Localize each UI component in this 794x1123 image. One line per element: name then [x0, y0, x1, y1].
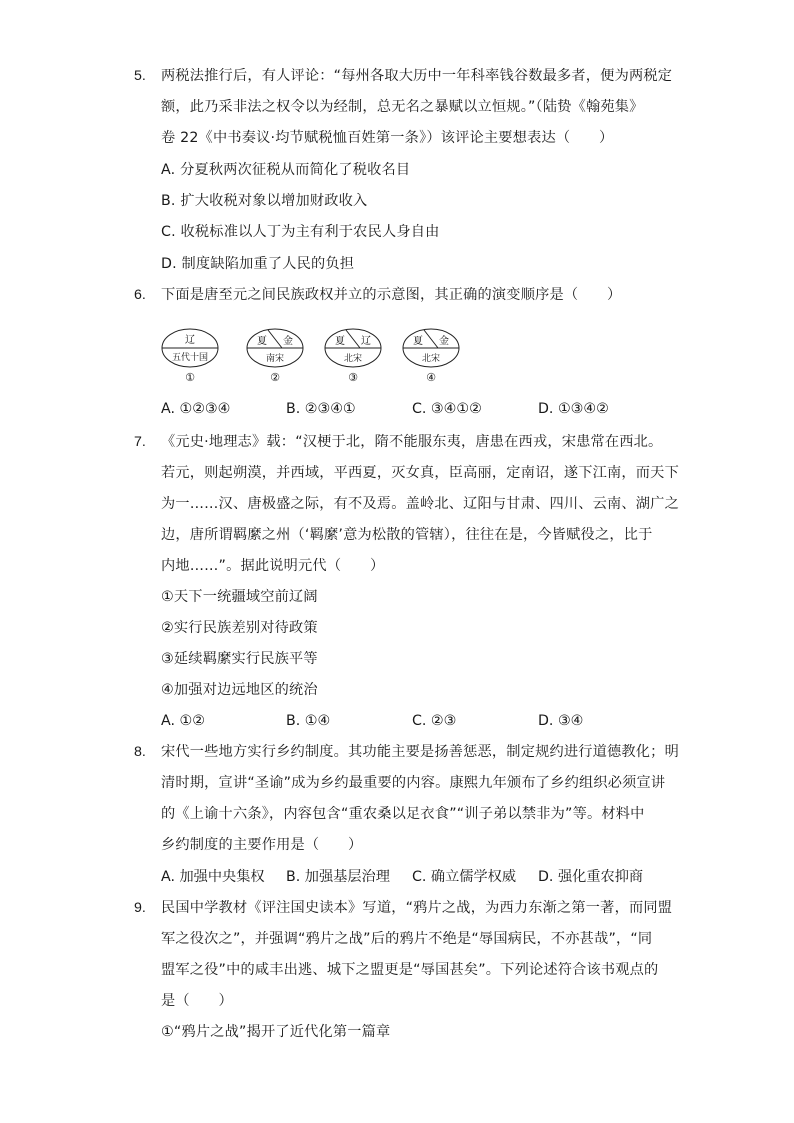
diagram-3-left: 夏 [335, 336, 345, 347]
q9-item-1: ①“鸦片之战”揭开了近代化第一篇章 [161, 1024, 391, 1040]
q7-item-1: ①天下一统疆域空前辽阔 [161, 589, 318, 605]
diagram-3-right: 辽 [361, 336, 371, 347]
q8-option-b: B. 加强基层治理 [286, 869, 390, 885]
q7-stem-line-2: 若元，则起朔漠，并西域，平西夏，灭女真，臣高丽，定南诏，遂下江南，而天下 [161, 465, 679, 481]
q7-item-4: ④加强对边远地区的统治 [161, 682, 318, 698]
q7-option-d: D. ③④ [538, 713, 584, 729]
diagram-4-bottom: 北宋 [421, 354, 441, 364]
diagram-2-label: ② [270, 371, 280, 384]
q5-option-d: D. 制度缺陷加重了人民的负担 [161, 256, 355, 272]
regime-diagram [160, 318, 460, 388]
q8-stem-line-3: 的《上谕十六条》，内容包含“重农桑以足衣食”“训子弟以禁非为”等。材料中 [161, 806, 645, 822]
q9-stem-line-3: 盟军之役”中的咸丰出逃、城下之盟更是“辱国甚矣”。下列论述符合该书观点的 [161, 962, 659, 978]
q5-stem-line-1: 两税法推行后，有人评论：“每州各取大历中一年科率钱谷数最多者，便为两税定 [161, 68, 673, 84]
diagram-2-bottom: 南宋 [265, 354, 285, 364]
q7-option-a: A. ①② [161, 713, 205, 729]
q7-option-b: B. ①④ [286, 713, 331, 729]
q8-option-c: C. 确立儒学权威 [412, 869, 517, 885]
q5-stem-line-3: 卷 22《中书奏议·均节赋税恤百姓第一条》）该评论主要想表达（ ） [161, 130, 614, 146]
diagram-1-label: ① [185, 371, 195, 384]
diagram-4-left: 夏 [413, 336, 423, 347]
diagram-2-right: 金 [283, 336, 293, 347]
q7-number: 7. [134, 434, 146, 450]
q7-item-2: ②实行民族差别对待政策 [161, 620, 318, 636]
diagram-2-left: 夏 [257, 336, 267, 347]
q5-number: 5. [134, 68, 146, 84]
q6-stem: 下面是唐至元之间民族政权并立的示意图，其正确的演变顺序是（ ） [161, 287, 622, 303]
q8-number: 8. [134, 744, 146, 760]
q5-option-a: A. 分夏秋两次征税从而简化了税收名目 [161, 162, 411, 178]
q6-option-a: A. ①②③④ [161, 401, 231, 417]
q8-option-d: D. 强化重农抑商 [538, 869, 644, 885]
q5-option-b: B. 扩大收税对象以增加财政收入 [161, 193, 368, 209]
q7-stem-line-4: 边，唐所谓羁縻之州（‘羁縻’意为松散的管辖），往往在是，今皆赋役之，比于 [161, 527, 653, 543]
q6-option-c: C. ③④①② [412, 401, 482, 417]
q7-option-c: C. ②③ [412, 713, 457, 729]
q7-stem-line-1: 《元史·地理志》载：“汉梗于北，隋不能服东夷，唐患在西戎，宋患常在西北。 [161, 434, 663, 450]
q9-stem-line-2: 军之役次之”，并强调“鸦片之战”后的鸦片不绝是“辱国病民，不亦甚哉”，“同 [161, 931, 653, 947]
diagram-1-bottom: 五代十国 [171, 353, 209, 363]
diagram-1-top: 辽 [185, 335, 195, 346]
q8-stem-line-1: 宋代一些地方实行乡约制度。其功能主要是扬善惩恶，制定规约进行道德教化；明 [161, 744, 679, 760]
q5-option-c: C. 收税标准以人丁为主有利于农民人身自由 [161, 224, 440, 240]
q7-stem-line-5: 内地……”。据此说明元代（ ） [161, 558, 385, 574]
q6-option-b: B. ②③④① [286, 401, 356, 417]
q7-stem-line-3: 为一……汉、唐极盛之际，有不及焉。盖岭北、辽阳与甘肃、四川、云南、湖广之 [161, 496, 679, 512]
q6-number: 6. [134, 287, 146, 303]
q8-option-a: A. 加强中央集权 [161, 869, 265, 885]
diagram-3-label: ③ [348, 371, 358, 384]
diagram-4-right: 金 [439, 336, 449, 347]
diagram-3-bottom: 北宋 [343, 354, 363, 364]
q6-option-d: D. ①③④② [538, 401, 609, 417]
q8-stem-line-2: 清时期，宣讲“圣谕”成为乡约最重要的内容。康熙九年颁布了乡约组织必须宣讲 [161, 775, 666, 791]
q9-stem-line-1: 民国中学教材《评注国史读本》写道，“鸦片之战，为西力东渐之第一著，而同盟 [161, 900, 673, 916]
q7-item-3: ③延续羁縻实行民族平等 [161, 651, 318, 667]
q8-stem-line-4: 乡约制度的主要作用是（ ） [161, 837, 363, 853]
diagram-4-label: ④ [426, 371, 436, 384]
q9-number: 9. [134, 900, 146, 916]
q5-stem-line-2: 额，此乃采非法之权令以为经制，总无名之暴赋以立恒规。”（陆贽《翰苑集》 [161, 99, 644, 115]
q9-stem-line-4: 是（ ） [161, 993, 233, 1009]
